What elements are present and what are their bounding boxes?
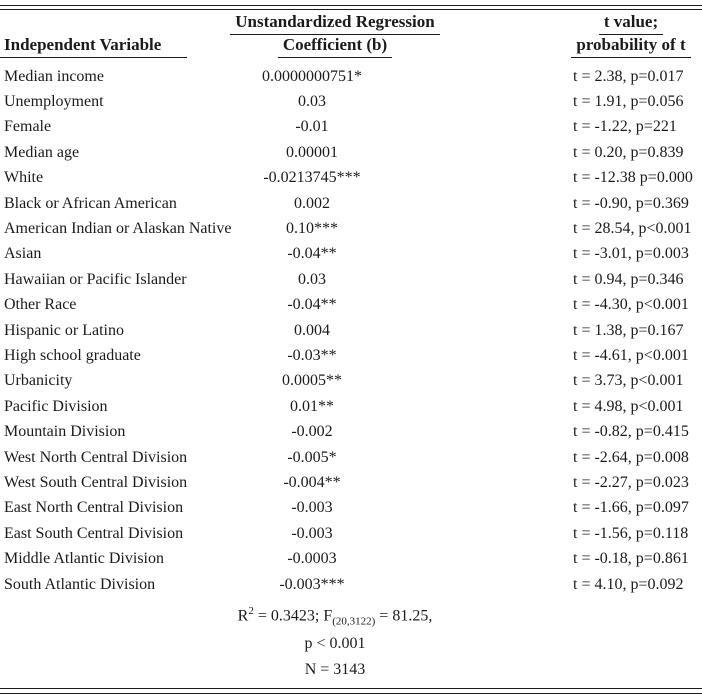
variable-cell: Hawaiian or Pacific Islander bbox=[4, 270, 187, 288]
table-row bbox=[0, 166, 702, 191]
variable-cell: East North Central Division bbox=[4, 499, 184, 517]
coefficient-cell: -0.003 bbox=[291, 524, 333, 542]
table-row bbox=[0, 318, 702, 343]
coefficient-cell: -0.005* bbox=[287, 448, 337, 466]
table-body bbox=[0, 64, 702, 597]
table-row bbox=[0, 572, 702, 597]
coefficient-cell: -0.0213745*** bbox=[263, 169, 361, 187]
header-tvalue-line2: probability of t bbox=[571, 35, 690, 58]
stats-segment-1: = 0.3423; F bbox=[253, 607, 333, 625]
tvalue-cell: t = -4.61, p<0.001 bbox=[573, 346, 689, 364]
model-stats-line bbox=[0, 601, 670, 633]
variable-cell: Pacific Division bbox=[4, 397, 108, 415]
coefficient-cell: 0.03 bbox=[298, 270, 326, 288]
variable-cell: Median age bbox=[4, 143, 80, 161]
variable-cell: Middle Atlantic Division bbox=[4, 550, 164, 568]
table-row bbox=[0, 267, 702, 292]
tvalue-cell: t = 1.91, p=0.056 bbox=[573, 93, 684, 111]
tvalue-cell: t = 4.98, p<0.001 bbox=[573, 397, 684, 415]
variable-cell: Unemployment bbox=[4, 93, 104, 111]
table-row bbox=[0, 496, 702, 521]
tvalue-cell: t = -2.64, p=0.008 bbox=[573, 448, 689, 466]
coefficient-cell: 0.01** bbox=[290, 397, 334, 415]
table-row bbox=[0, 369, 702, 394]
table-row bbox=[0, 64, 702, 89]
table-row bbox=[0, 140, 702, 165]
coefficient-cell: -0.0003 bbox=[287, 550, 337, 568]
tvalue-cell: t = 0.20, p=0.839 bbox=[573, 143, 684, 161]
table-row bbox=[0, 445, 702, 470]
tvalue-cell: t = -0.18, p=0.861 bbox=[573, 550, 689, 568]
variable-cell: South Atlantic Division bbox=[4, 575, 156, 593]
header-independent-variable bbox=[0, 35, 227, 58]
table-row bbox=[0, 470, 702, 495]
coefficient-cell: -0.002 bbox=[291, 423, 333, 441]
bottom-double-rule bbox=[0, 688, 702, 694]
coefficient-cell: 0.002 bbox=[294, 194, 330, 212]
tvalue-cell: t = -3.01, p=0.003 bbox=[573, 245, 689, 263]
table-row bbox=[0, 419, 702, 444]
header-tvalue bbox=[560, 12, 702, 58]
sample-size-line: N = 3143 bbox=[304, 660, 366, 678]
variable-cell: High school graduate bbox=[4, 346, 141, 364]
tvalue-cell: t = -1.22, p=221 bbox=[573, 118, 677, 136]
table-row bbox=[0, 89, 702, 114]
rule-line bbox=[0, 9, 702, 10]
tvalue-cell: t = -4.30, p<0.001 bbox=[573, 296, 689, 314]
tvalue-cell: t = 28.54, p<0.001 bbox=[573, 220, 692, 238]
variable-cell: Black or African American bbox=[4, 194, 177, 212]
variable-cell: Asian bbox=[4, 245, 42, 263]
coefficient-cell: -0.003*** bbox=[279, 575, 345, 593]
table-footer bbox=[0, 601, 702, 680]
coefficient-cell: 0.004 bbox=[294, 321, 330, 339]
header-coefficient-line2: Coefficient (b) bbox=[278, 35, 392, 58]
table-row bbox=[0, 394, 702, 419]
coefficient-cell: 0.10*** bbox=[286, 220, 338, 238]
coefficient-cell: -0.004** bbox=[283, 473, 341, 491]
tvalue-cell: t = -0.82, p=0.415 bbox=[573, 423, 689, 441]
coefficient-cell: -0.003 bbox=[291, 499, 333, 517]
tvalue-cell: t = 2.38, p=0.017 bbox=[573, 67, 684, 85]
f-degrees-of-freedom: (20,3122) bbox=[332, 615, 376, 628]
variable-cell: White bbox=[4, 169, 44, 187]
variable-cell: Female bbox=[4, 118, 52, 136]
tvalue-cell: t = 0.94, p=0.346 bbox=[573, 270, 684, 288]
tvalue-cell: t = -0.90, p=0.369 bbox=[573, 194, 689, 212]
table-row bbox=[0, 546, 702, 571]
tvalue-cell: t = 4.10, p=0.092 bbox=[573, 575, 684, 593]
table-header bbox=[0, 12, 702, 58]
variable-cell: Hispanic or Latino bbox=[4, 321, 124, 339]
r-squared-label: R bbox=[237, 607, 249, 625]
stats-segment-2: = 81.25, bbox=[375, 607, 433, 625]
coefficient-cell: -0.04** bbox=[287, 245, 337, 263]
coefficient-cell: 0.0000000751* bbox=[262, 67, 362, 85]
variable-cell: West South Central Division bbox=[4, 473, 188, 491]
tvalue-cell: t = -1.56, p=0.118 bbox=[573, 524, 689, 542]
tvalue-cell: t = -12.38 p=0.000 bbox=[573, 169, 693, 187]
top-double-rule bbox=[0, 0, 702, 10]
tvalue-cell: t = 1.38, p=0.167 bbox=[573, 321, 684, 339]
table-row bbox=[0, 191, 702, 216]
variable-cell: Urbanicity bbox=[4, 372, 73, 390]
table-row bbox=[0, 242, 702, 267]
rule-line bbox=[0, 688, 702, 689]
header-coefficient-line1: Unstandardized Regression bbox=[230, 12, 439, 35]
tvalue-cell: t = -2.27, p=0.023 bbox=[573, 473, 689, 491]
p-value-line: p < 0.001 bbox=[304, 634, 366, 652]
variable-cell: West North Central Division bbox=[4, 448, 188, 466]
coefficient-cell: -0.04** bbox=[287, 296, 337, 314]
variable-cell: Other Race bbox=[4, 296, 77, 314]
table-row bbox=[0, 521, 702, 546]
coefficient-cell: -0.03** bbox=[287, 346, 337, 364]
variable-cell: East South Central Division bbox=[4, 524, 184, 542]
table-row bbox=[0, 343, 702, 368]
rule-line bbox=[0, 5, 702, 6]
variable-cell: American Indian or Alaskan Native bbox=[4, 220, 232, 238]
variable-cell: Mountain Division bbox=[4, 423, 126, 441]
coefficient-cell: -0.01 bbox=[295, 118, 329, 136]
table-row bbox=[0, 115, 702, 140]
tvalue-cell: t = 3.73, p<0.001 bbox=[573, 372, 684, 390]
tvalue-cell: t = -1.66, p=0.097 bbox=[573, 499, 689, 517]
variable-cell: Median income bbox=[4, 67, 104, 85]
table-row bbox=[0, 293, 702, 318]
coefficient-cell: 0.0005** bbox=[282, 372, 342, 390]
header-tvalue-line1: t value; bbox=[599, 12, 663, 35]
r-squared-exponent: 2 bbox=[248, 605, 254, 618]
rule-line bbox=[0, 693, 702, 694]
table-row bbox=[0, 216, 702, 241]
header-independent-variable-label: Independent Variable bbox=[0, 35, 187, 58]
coefficient-cell: 0.00001 bbox=[286, 143, 338, 161]
header-coefficient bbox=[227, 12, 443, 58]
coefficient-cell: 0.03 bbox=[298, 93, 326, 111]
